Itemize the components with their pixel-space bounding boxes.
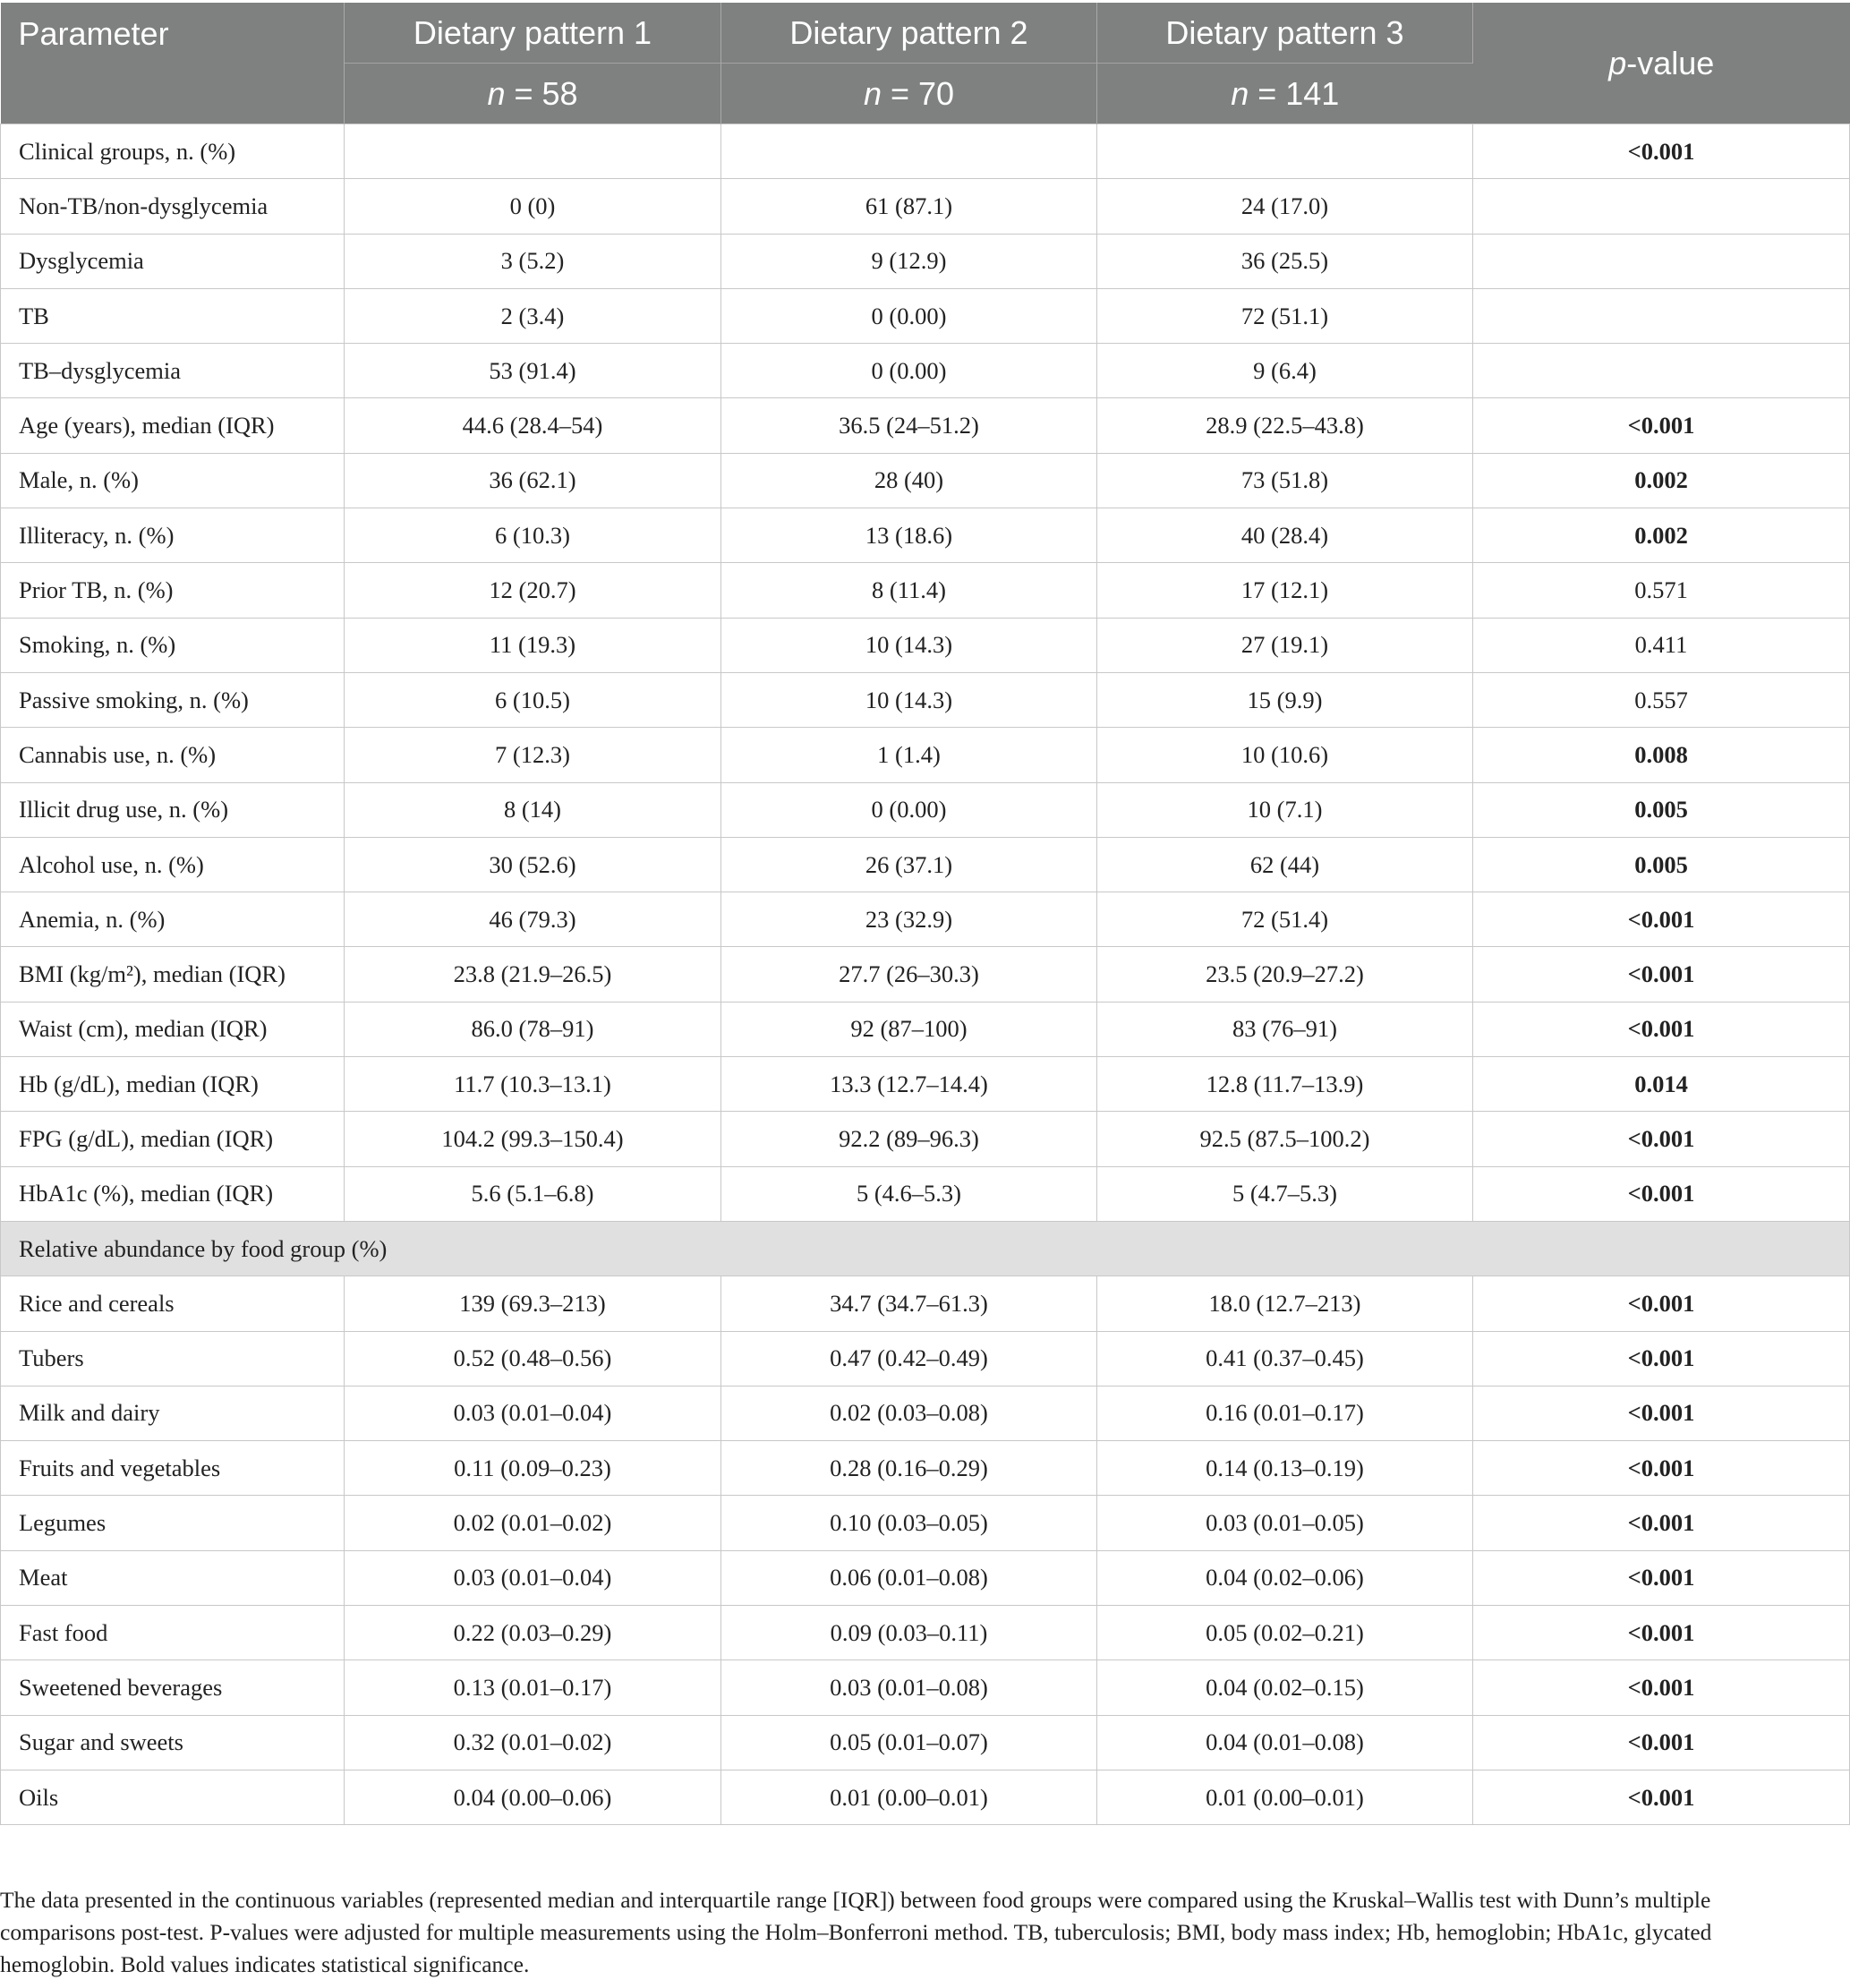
table-row	[1, 1441, 1850, 1496]
table-row	[1, 344, 1850, 398]
cell-p-value: <0.001	[1473, 124, 1850, 179]
cell-p-value: 0.005	[1473, 837, 1850, 892]
cell-p-value: <0.001	[1473, 1715, 1850, 1770]
cell-dietary-pattern-3: 17 (12.1)	[1097, 563, 1473, 618]
header-p-rest: -value	[1626, 44, 1715, 81]
row-label: Sweetened beverages	[1, 1660, 345, 1715]
table-row	[1, 398, 1850, 453]
table-row	[1, 1276, 1850, 1331]
table-row	[1, 1166, 1850, 1221]
cell-dietary-pattern-2: 26 (37.1)	[721, 837, 1097, 892]
cell-dietary-pattern-2: 10 (14.3)	[721, 618, 1097, 672]
cell-p-value: <0.001	[1473, 1331, 1850, 1386]
cell-p-value: <0.001	[1473, 947, 1850, 1002]
cell-p-value: 0.571	[1473, 563, 1850, 618]
cell-dietary-pattern-3: 72 (51.4)	[1097, 892, 1473, 947]
row-label: TB	[1, 288, 345, 343]
table-row	[1, 453, 1850, 508]
cell-dietary-pattern-3: 0.03 (0.01–0.05)	[1097, 1496, 1473, 1550]
cell-dietary-pattern-1: 5.6 (5.1–6.8)	[345, 1166, 721, 1221]
table-row	[1, 234, 1850, 288]
row-label: HbA1c (%), median (IQR)	[1, 1166, 345, 1221]
table-row	[1, 1331, 1850, 1386]
cell-p-value: <0.001	[1473, 1660, 1850, 1715]
cell-dietary-pattern-2: 27.7 (26–30.3)	[721, 947, 1097, 1002]
cell-dietary-pattern-1: 0.02 (0.01–0.02)	[345, 1496, 721, 1550]
cell-dietary-pattern-3: 62 (44)	[1097, 837, 1473, 892]
cell-dietary-pattern-1: 0.22 (0.03–0.29)	[345, 1606, 721, 1660]
row-label: BMI (kg/m²), median (IQR)	[1, 947, 345, 1002]
cell-dietary-pattern-1	[345, 124, 721, 179]
n-value: = 70	[881, 74, 955, 112]
cell-p-value: <0.001	[1473, 1276, 1850, 1331]
cell-dietary-pattern-1: 36 (62.1)	[345, 453, 721, 508]
row-label: Fast food	[1, 1606, 345, 1660]
cell-p-value: 0.014	[1473, 1057, 1850, 1112]
cell-dietary-pattern-2: 0.02 (0.03–0.08)	[721, 1386, 1097, 1440]
cell-dietary-pattern-2: 23 (32.9)	[721, 892, 1097, 947]
cell-dietary-pattern-1: 86.0 (78–91)	[345, 1002, 721, 1056]
row-label: Rice and cereals	[1, 1276, 345, 1331]
header-n-pattern-2	[721, 64, 1097, 124]
cell-dietary-pattern-1: 44.6 (28.4–54)	[345, 398, 721, 453]
cell-p-value: <0.001	[1473, 1002, 1850, 1056]
table-body	[1, 124, 1850, 1825]
cell-dietary-pattern-3: 0.01 (0.00–0.01)	[1097, 1770, 1473, 1824]
table-row	[1, 1606, 1850, 1660]
header-p-value	[1473, 3, 1850, 124]
cell-p-value: <0.001	[1473, 1386, 1850, 1440]
cell-dietary-pattern-1: 0.11 (0.09–0.23)	[345, 1441, 721, 1496]
cell-dietary-pattern-3: 0.04 (0.01–0.08)	[1097, 1715, 1473, 1770]
cell-dietary-pattern-3: 0.41 (0.37–0.45)	[1097, 1331, 1473, 1386]
cell-dietary-pattern-2: 13.3 (12.7–14.4)	[721, 1057, 1097, 1112]
cell-p-value: <0.001	[1473, 1770, 1850, 1824]
cell-dietary-pattern-2: 5 (4.6–5.3)	[721, 1166, 1097, 1221]
cell-dietary-pattern-2: 10 (14.3)	[721, 672, 1097, 727]
table-row	[1, 618, 1850, 672]
cell-p-value	[1473, 344, 1850, 398]
row-label: Milk and dairy	[1, 1386, 345, 1440]
cell-dietary-pattern-3: 36 (25.5)	[1097, 234, 1473, 288]
row-label: Meat	[1, 1550, 345, 1605]
cell-p-value: 0.411	[1473, 618, 1850, 672]
cell-dietary-pattern-2: 0 (0.00)	[721, 782, 1097, 837]
row-label: Fruits and vegetables	[1, 1441, 345, 1496]
cell-dietary-pattern-2: 0.06 (0.01–0.08)	[721, 1550, 1097, 1605]
cell-p-value: <0.001	[1473, 1441, 1850, 1496]
cell-p-value: <0.001	[1473, 1496, 1850, 1550]
cell-dietary-pattern-1: 2 (3.4)	[345, 288, 721, 343]
cell-dietary-pattern-3: 24 (17.0)	[1097, 179, 1473, 234]
cell-dietary-pattern-1: 3 (5.2)	[345, 234, 721, 288]
cell-dietary-pattern-3: 0.14 (0.13–0.19)	[1097, 1441, 1473, 1496]
row-label: Clinical groups, n. (%)	[1, 124, 345, 179]
cell-dietary-pattern-1: 11 (19.3)	[345, 618, 721, 672]
cell-dietary-pattern-1: 6 (10.3)	[345, 508, 721, 563]
cell-dietary-pattern-3: 72 (51.1)	[1097, 288, 1473, 343]
table-row	[1, 1550, 1850, 1605]
cell-dietary-pattern-3: 0.16 (0.01–0.17)	[1097, 1386, 1473, 1440]
cell-dietary-pattern-1: 6 (10.5)	[345, 672, 721, 727]
row-label: Smoking, n. (%)	[1, 618, 345, 672]
cell-dietary-pattern-1: 23.8 (21.9–26.5)	[345, 947, 721, 1002]
row-label: Alcohol use, n. (%)	[1, 837, 345, 892]
cell-dietary-pattern-2: 36.5 (24–51.2)	[721, 398, 1097, 453]
cell-p-value: <0.001	[1473, 1166, 1850, 1221]
row-label: Age (years), median (IQR)	[1, 398, 345, 453]
n-value: = 58	[505, 74, 578, 112]
row-label: Anemia, n. (%)	[1, 892, 345, 947]
cell-p-value: <0.001	[1473, 1112, 1850, 1166]
cell-dietary-pattern-1: 12 (20.7)	[345, 563, 721, 618]
cell-dietary-pattern-3: 40 (28.4)	[1097, 508, 1473, 563]
row-label: Hb (g/dL), median (IQR)	[1, 1057, 345, 1112]
table-row	[1, 1057, 1850, 1112]
cell-p-value: <0.001	[1473, 398, 1850, 453]
table-row	[1, 1660, 1850, 1715]
cell-dietary-pattern-1: 0.03 (0.01–0.04)	[345, 1550, 721, 1605]
cell-dietary-pattern-2: 0.03 (0.01–0.08)	[721, 1660, 1097, 1715]
table-row	[1, 947, 1850, 1002]
row-label: FPG (g/dL), median (IQR)	[1, 1112, 345, 1166]
row-label: Illiteracy, n. (%)	[1, 508, 345, 563]
cell-dietary-pattern-2: 9 (12.9)	[721, 234, 1097, 288]
cell-p-value	[1473, 288, 1850, 343]
row-label: TB–dysglycemia	[1, 344, 345, 398]
n-label: n	[487, 74, 506, 112]
cell-p-value: 0.005	[1473, 782, 1850, 837]
cell-dietary-pattern-2	[721, 124, 1097, 179]
header-dietary-pattern-3: Dietary pattern 3	[1097, 3, 1473, 64]
cell-dietary-pattern-3: 9 (6.4)	[1097, 344, 1473, 398]
cell-dietary-pattern-2: 8 (11.4)	[721, 563, 1097, 618]
cell-dietary-pattern-3: 12.8 (11.7–13.9)	[1097, 1057, 1473, 1112]
cell-dietary-pattern-1: 0.52 (0.48–0.56)	[345, 1331, 721, 1386]
cell-dietary-pattern-3: 0.05 (0.02–0.21)	[1097, 1606, 1473, 1660]
row-label: Legumes	[1, 1496, 345, 1550]
cell-dietary-pattern-1: 0.13 (0.01–0.17)	[345, 1660, 721, 1715]
cell-dietary-pattern-2: 1 (1.4)	[721, 728, 1097, 782]
table-row	[1, 1496, 1850, 1550]
row-label: Cannabis use, n. (%)	[1, 728, 345, 782]
cell-p-value	[1473, 234, 1850, 288]
cell-dietary-pattern-1: 0.04 (0.00–0.06)	[345, 1770, 721, 1824]
cell-dietary-pattern-2: 0.01 (0.00–0.01)	[721, 1770, 1097, 1824]
cell-dietary-pattern-1: 7 (12.3)	[345, 728, 721, 782]
table-row	[1, 179, 1850, 234]
row-label: Oils	[1, 1770, 345, 1824]
row-label: Waist (cm), median (IQR)	[1, 1002, 345, 1056]
cell-dietary-pattern-2: 13 (18.6)	[721, 508, 1097, 563]
table-row	[1, 1112, 1850, 1166]
cell-dietary-pattern-2: 61 (87.1)	[721, 179, 1097, 234]
cell-dietary-pattern-2: 28 (40)	[721, 453, 1097, 508]
cell-dietary-pattern-3: 15 (9.9)	[1097, 672, 1473, 727]
table-row	[1, 508, 1850, 563]
cell-dietary-pattern-3: 83 (76–91)	[1097, 1002, 1473, 1056]
table-row	[1, 892, 1850, 947]
table-row	[1, 672, 1850, 727]
cell-dietary-pattern-3: 92.5 (87.5–100.2)	[1097, 1112, 1473, 1166]
row-label: Illicit drug use, n. (%)	[1, 782, 345, 837]
cell-dietary-pattern-1: 0 (0)	[345, 179, 721, 234]
row-label: Prior TB, n. (%)	[1, 563, 345, 618]
cell-dietary-pattern-2: 0.10 (0.03–0.05)	[721, 1496, 1097, 1550]
header-n-pattern-3	[1097, 64, 1473, 124]
cell-p-value: 0.002	[1473, 453, 1850, 508]
cell-dietary-pattern-3: 23.5 (20.9–27.2)	[1097, 947, 1473, 1002]
row-label: Male, n. (%)	[1, 453, 345, 508]
cell-p-value: 0.557	[1473, 672, 1850, 727]
header-n-pattern-1	[345, 64, 721, 124]
cell-dietary-pattern-1: 8 (14)	[345, 782, 721, 837]
row-label: Sugar and sweets	[1, 1715, 345, 1770]
cell-dietary-pattern-1: 30 (52.6)	[345, 837, 721, 892]
section-label: Relative abundance by food group (%)	[1, 1221, 1850, 1276]
cell-p-value: <0.001	[1473, 1550, 1850, 1605]
table-header	[1, 3, 1850, 124]
cell-dietary-pattern-2: 34.7 (34.7–61.3)	[721, 1276, 1097, 1331]
cell-p-value	[1473, 179, 1850, 234]
table-row	[1, 1715, 1850, 1770]
cell-p-value: 0.008	[1473, 728, 1850, 782]
cell-dietary-pattern-2: 92 (87–100)	[721, 1002, 1097, 1056]
cell-dietary-pattern-3: 10 (7.1)	[1097, 782, 1473, 837]
cell-dietary-pattern-2: 0.28 (0.16–0.29)	[721, 1441, 1097, 1496]
cell-dietary-pattern-2: 0.05 (0.01–0.07)	[721, 1715, 1097, 1770]
table-footnote: The data presented in the continuous variables (represented median and interquartile range [IQR]) between food groups were compared using the Kruskal–Wallis test with Dunn’s multiple comparisons post-test. P-values were adjusted for multiple measurements using the Holm–Bonferroni method. TB, tuberculosis; BMI, body mass index; Hb, hemoglobin; HbA1c, glycated hemoglobin. Bold values indicates statistical significance.	[0, 1887, 1712, 1977]
n-label: n	[863, 74, 882, 112]
cell-dietary-pattern-1: 104.2 (99.3–150.4)	[345, 1112, 721, 1166]
cell-dietary-pattern-1: 0.32 (0.01–0.02)	[345, 1715, 721, 1770]
cell-dietary-pattern-3: 28.9 (22.5–43.8)	[1097, 398, 1473, 453]
cell-p-value: <0.001	[1473, 1606, 1850, 1660]
table-row	[1, 837, 1850, 892]
header-p-italic: p	[1608, 44, 1627, 81]
table-row	[1, 124, 1850, 179]
cell-dietary-pattern-2: 0 (0.00)	[721, 288, 1097, 343]
header-dietary-pattern-2: Dietary pattern 2	[721, 3, 1097, 64]
cell-dietary-pattern-3: 0.04 (0.02–0.15)	[1097, 1660, 1473, 1715]
header-parameter: Parameter	[1, 3, 345, 124]
cell-dietary-pattern-3: 10 (10.6)	[1097, 728, 1473, 782]
n-value: = 141	[1249, 74, 1340, 112]
row-label: Dysglycemia	[1, 234, 345, 288]
table-row	[1, 563, 1850, 618]
cell-p-value: 0.002	[1473, 508, 1850, 563]
cell-dietary-pattern-3: 5 (4.7–5.3)	[1097, 1166, 1473, 1221]
table-row	[1, 1386, 1850, 1440]
section-row	[1, 1221, 1850, 1276]
row-label: Tubers	[1, 1331, 345, 1386]
cell-dietary-pattern-2: 0.47 (0.42–0.49)	[721, 1331, 1097, 1386]
table-row	[1, 1002, 1850, 1056]
cell-dietary-pattern-1: 53 (91.4)	[345, 344, 721, 398]
cell-dietary-pattern-1: 139 (69.3–213)	[345, 1276, 721, 1331]
cell-dietary-pattern-3	[1097, 124, 1473, 179]
cell-dietary-pattern-3: 27 (19.1)	[1097, 618, 1473, 672]
cell-dietary-pattern-3: 0.04 (0.02–0.06)	[1097, 1550, 1473, 1605]
cell-dietary-pattern-1: 11.7 (10.3–13.1)	[345, 1057, 721, 1112]
cell-dietary-pattern-2: 92.2 (89–96.3)	[721, 1112, 1097, 1166]
cell-dietary-pattern-3: 73 (51.8)	[1097, 453, 1473, 508]
n-label: n	[1231, 74, 1249, 112]
table-row	[1, 1770, 1850, 1824]
results-table	[0, 3, 1850, 1825]
cell-dietary-pattern-1: 0.03 (0.01–0.04)	[345, 1386, 721, 1440]
header-dietary-pattern-1: Dietary pattern 1	[345, 3, 721, 64]
row-label: Non-TB/non-dysglycemia	[1, 179, 345, 234]
cell-dietary-pattern-1: 46 (79.3)	[345, 892, 721, 947]
table-row	[1, 782, 1850, 837]
row-label: Passive smoking, n. (%)	[1, 672, 345, 727]
table-row	[1, 728, 1850, 782]
cell-dietary-pattern-3: 18.0 (12.7–213)	[1097, 1276, 1473, 1331]
cell-dietary-pattern-2: 0.09 (0.03–0.11)	[721, 1606, 1097, 1660]
cell-dietary-pattern-2: 0 (0.00)	[721, 344, 1097, 398]
table-row	[1, 288, 1850, 343]
cell-p-value: <0.001	[1473, 892, 1850, 947]
